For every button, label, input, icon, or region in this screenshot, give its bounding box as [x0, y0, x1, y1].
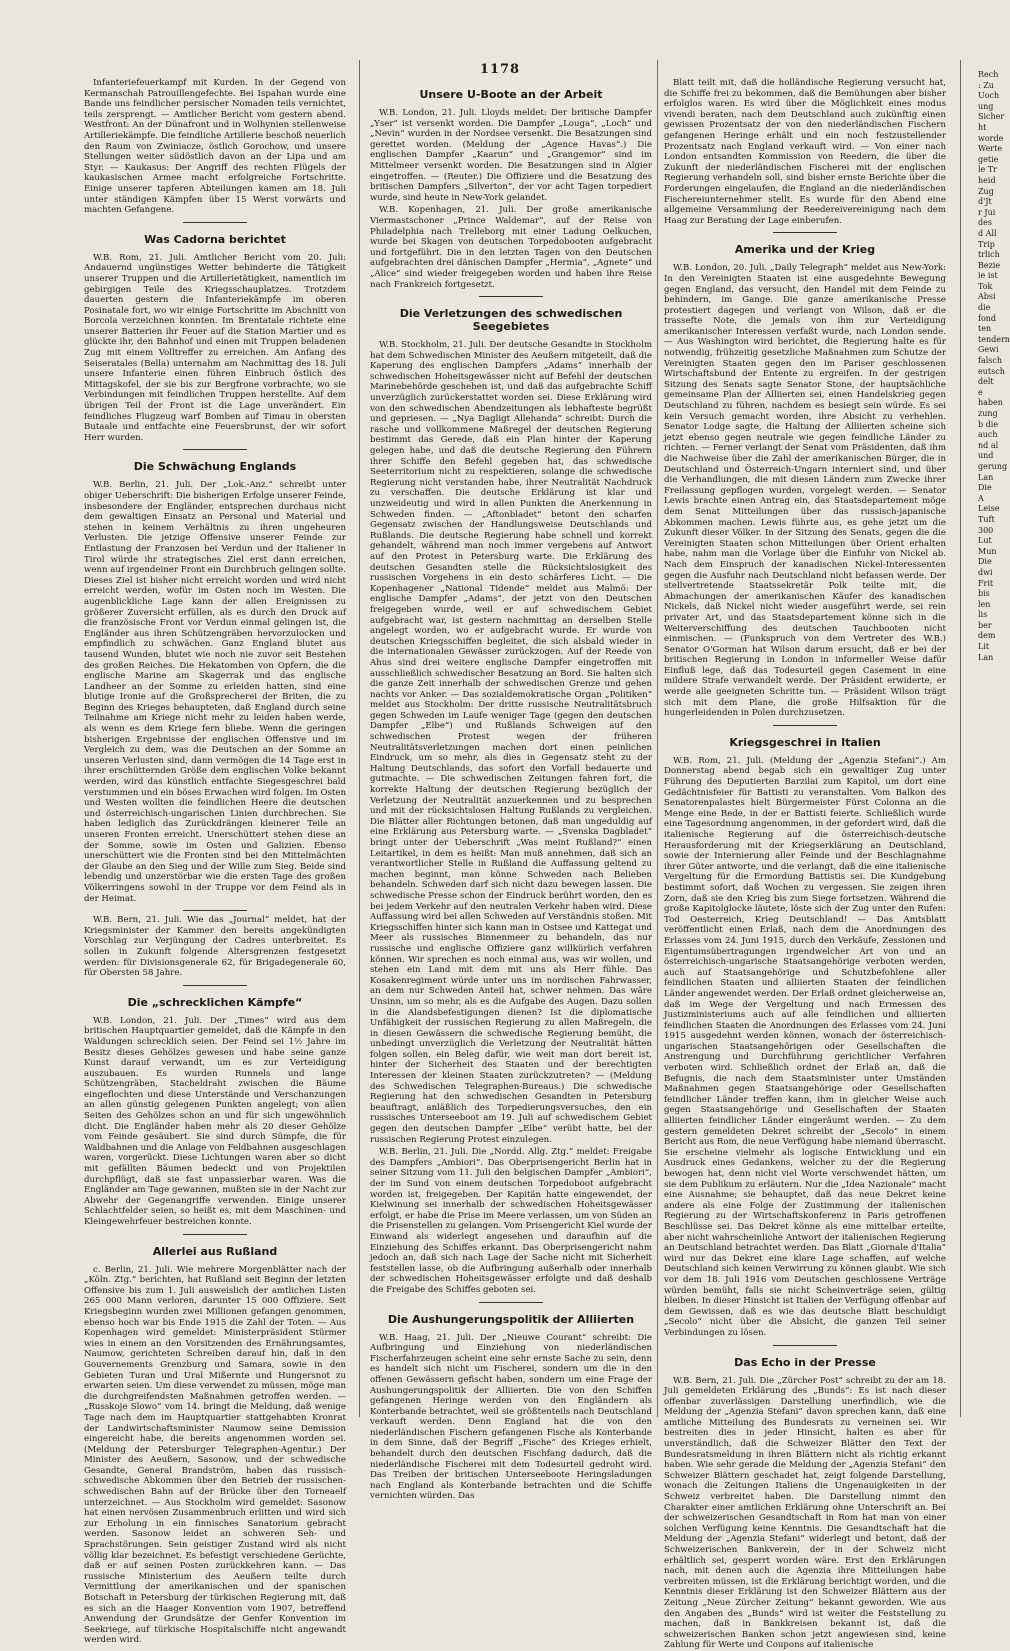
edge-fragment: auch [978, 430, 998, 440]
edge-fragment: A [978, 493, 984, 503]
article-heading: Unsere U-Boote an der Arbeit [419, 88, 603, 101]
edge-fragment: des [978, 218, 992, 228]
text-column-2 [370, 78, 652, 1502]
edge-fragment: Uoch [978, 91, 1000, 101]
article-heading: Was Cadorna berichtet [144, 232, 286, 246]
article-paragraph: W.B. Bern, 21. Juli. Die „Zürcher Post“ schreibt zu der am 18. Juli gemeldeten Erklärung des „Bunds“: Es ist nach dieser offenbar zuverlässigen Darstellung unerfindlich, wie die Meldung der „Agenzia Stefani“ davon sprechen kann, daß eine amtliche Mitteilung des Bundesrats zu verneinen sei. Wir bestreiten dies in jeder Hinsicht, halten es aber für unverständlich, daß die Schweizer Blätter den Text der Bundesratsmeldung in ihren Blättern nicht als richtig erkannt haben. Wie sehr gerade die Meldung der „Agenzia Stefani“ den Schweizer Blättern geschadet hat, zeigt folgende Darstellung, wonach die Zeitungen Italiens die Ungenauigkeiten in der Schweiz verbreitet haben. Die Darstellung nimmt den Charakter einer amtlichen Erklärung ohne Unterschrift an. Bei der schweizerischen Gesandtschaft in Rom hat man von einer solchen Verfügung keine Kenntnis. Die Gesandtschaft hat die Meldung der „Agenzia Stefani“ widerlegt und betont, daß der Schweizerischen Bankverein, der in der Schweiz nicht erhältlich sei, gesperrt worden wäre. Erst den Erklärungen nach, mit denen auch die Agenzia ihre Mitteilungen habe verbreiten müssen, ist die Erklärung berichtigt worden, und die Kenntnis dieser Erklärung ist den Schweizer Blättern aus der Zeitung „Neue Zürcher Zeitung“ bekannt geworden. Wie aus den Angaben des „Bunds“ wird ist weiter die Feststellung zu machen, daß in Bankkreisen bekannt ist, daß die schweizerischen Banken schon jetzt angewiesen sind, keine Zahlung für Werte und Coupons auf italienische [664, 1375, 946, 1651]
edge-fragment: die [978, 303, 991, 313]
article-divider [183, 985, 247, 986]
article-paragraph: W.B. Haag, 21. Juli. Der „Nieuwe Courant“ schreibt: Die Aufbringung und Einziehung von niederländischen Fischerfahrzeugen scheint eine sehr ernste Sache zu sein, denn es handelt sich nicht um Fischerei, sondern um die in den offenen Gewässern gefischt haben, sondern um eine Frage der Aushungerungspolitik der Alliierten. Die von den Schiffen gefangenen Heringe werden von den Engländern als Konterbande betrachtet, weil sie größtenteils nach Deutschland verkauft werden. Denn England hat die von den niederländischen Fischern gefangenen Fische als Konterbande in dem Sinne, daß der Begriff „Fische“ des Krieges erhielt, behandelt durch den deutschen Fischfang dadurch, daß die niederländische Fischerei mit dem Todesurteil gedroht wird. Das Treiben der britischen Unterseeboote Heringsladungen nach England als Konterbande betrachten und die Schiffe vernichten würden. Das [370, 1332, 652, 1502]
edge-fragment: ten [978, 324, 992, 334]
edge-fragment: 300 [978, 525, 994, 535]
article-divider [183, 449, 247, 450]
article-divider [479, 296, 543, 297]
article [664, 725, 946, 1339]
edge-fragment: getie [978, 154, 999, 164]
edge-fragment: dem [978, 631, 996, 641]
edge-fragment: Die [978, 483, 992, 493]
edge-fragment: gerung [978, 461, 1008, 471]
edge-fragment: tendern [978, 334, 1010, 344]
article-heading: Die „schrecklichen Kämpfe“ [127, 995, 303, 1009]
article [84, 1234, 346, 1646]
edge-fragment: r Jui [978, 207, 996, 217]
article-divider [183, 910, 247, 911]
edge-fragment: Absi [978, 292, 996, 302]
edge-fragment: lis [978, 610, 988, 620]
page-number: 1178 [479, 62, 521, 77]
article-heading: Die Verletzungen des schwedischen Seegebietes [399, 307, 623, 334]
article-divider [773, 1345, 837, 1346]
article [84, 449, 346, 904]
edge-fragment: Zug [978, 186, 994, 196]
article-paragraph: W.B. London, 21. Juli. Der „Times“ wird aus dem britischen Hauptquartier gemeldet, daß die Kämpfe in den Waldungen schrecklich seien. Der Feind sei 1½ Jahre im Besitz dieses Gehölzes gewesen und habe seine ganze Kunst darauf verwandt, um es zur Verteidigung auszubauen. Es wurden Runnels und lange Schützengräben, Stacheldraht zwischen die Bäume eingeflochten und diese Unterstände und Verschanzungen an allen günstig gelegenen Punkten angelegt; von allen Seiten des Gehölzes schon an und für sich ungewöhnlich dicht. Die Engländer haben mehr als 20 dieser Gehölze vom Feinde gesäubert. Sie sind durch Sümpfe, die für Waldbahnen und die Anlage von Feldbahnen ausgeschlagen waren, vorgerückt. Diese Lichtungen waren aber so dicht mit gefällten Bäumen bedeckt und von Projektilen durchpflügt, daß sie fast unpassierbar waren. Was die Engländer am Tage gewannen, mußten sie in der Nacht zur Abwehr der Gegenangriffe verwenden. Einige unserer Schlachtfelder seien, so heißt es, mit dem Maschinen- und Kleingewehrfeuer bestreichen konnte. [84, 1015, 346, 1227]
edge-fragment: Lit [978, 642, 990, 652]
article-paragraph: c. Berlin, 21. Juli. Wie mehrere Morgenblätter nach der „Köln. Ztg.“ berichten, hat Rußland seit Beginn der letzten Offensive bis zum 1. Juli ausweislich der amtlichen Listen 265 000 Mann verloren, darunter 15 000 Offiziere. Seit Kriegsbeginn wurden zwei Millionen gefangen genommen, ebenso hoch war bis Ende 1915 die Zahl der Toten. — Aus Kopenhagen wird gemeldet: Ministerpräsident Stürmer wies in einem an den Vorsitzenden des Ernährungsamtes, Naumow, gerichteten Schreiben darauf hin, daß in den Gouvernements Grenzburg und Samara, sowie in den Gebieten Turan und Ural Mißernte und Hungersnot zu erwarten seien. Um diese verwendet zu müssen, möge man die durchgreifendsten Maßnahmen getroffen werden. — „Russkoje Slowo“ vom 14. bringt die Meldung, daß wenige Tage nach dem im Hauptquartier stattgehabten Kronrat der Landwirtschaftsminister Naumow seine Demission eingereicht habe, die bereits angenommen worden sei. (Meldung der Petersburger Telegraphen-Agentur.) Der Minister des Aeußern, Sasonow, und der schwedische Gesandte, General Brandström, haben das russisch-schwedische Abkommen über den Betrieb der russischen-schwedischen Bahn auf der Brücke über den Torneaelf unterzeichnet. — Aus Stockholm wird gemeldet: Sasonow hat einen nervösen Zusammenbruch erlitten und wird sich zur Erholung in ein finnisches Sanatorium gebracht werden. Sasonow leidet an schweren Seh- und Sprachstörungen. Sein geistiger Zustand wird als nicht völlig klar bezeichnet. Es befestigt verschiedene Gerüchte, daß er auf seinen Posten zurückkehren kann. — Das russische Ministerium des Aeußern teilte durch Vermittlung der amerikanischen und der spanischen Botschaft in Petersburg der türkischen Regierung mit, daß es sich an die Haager Konvention vom 1907, betreffend Anwendung der Grundsätze der Genfer Konvention im Seekriege, auf türkische Hospitalschiffe nicht angewandt werden wird. [84, 1264, 346, 1646]
article-paragraph: W.B. Rom, 21. Juli. (Meldung der „Agenzia Stefani“.) Am Donnerstag abend begab sich ein gewaltiger Zug unter Führung des Deputierten Barzilai zum Kapitol, um dort eine Gedächtnisfeier für Battisti zu veranstalten. Vom Balkon des Senatorenpalastes hielt Bürgermeister Fürst Colonna an die Menge eine Rede, in der er Battisti feierte. Schließlich wurde eine Tagesordnung angenommen, in der gefordert wird, daß die italienische Regierung auf die österreichisch-deutsche Herausforderung mit der Kriegserklärung an Deutschland, sowie der Internierung aller Feinde und der Beschlagnahme ihrer Güter antworte, und die verlangt, daß die eine italienische Vergeltung für die Ermordung Battistis sei. Die Kundgebung bestimmt sofort, daß Wochen zu vergessen. Sie zeigen ihren Zorn, daß sie den Krieg bis zum Siege fortsetzen. Während die große Kapitolglocke läutete, löste sich der Zug unter den Rufen: Tod Oesterreich, Krieg Deutschland! — Das Amtsblatt veröffentlicht einen Erlaß, nach dem die Anordnungen des Erlasses vom 24. Juni 1915, durch den Verkäufe, Zessionen und Eigentumsübertragungen irgendwelcher Art von und an österreichisch-ungarische Staatsangehörige verboten werden, auch auf Staatsangehörige und Schutzbefohlene aller feindlichen Staaten und alliierten Staaten der feindlichen Länder angewendet werden. Der Erlaß ordnet gleicherweise an, daß im Wege der Vergeltung und nach Ermessen des Justizministeriums auch auf alle feindlichen und alliierten feindlichen Staaten die Anordnungen des Erlasses vom 24. Juni 1915 ausgedehnt werden können, wonach der österreichisch-ungarischen Staatsangehörigen oder Gesellschaften die Anstrengung und Durchführung gerichtlicher Verfahren verboten wird. Schließlich ordnet der Erlaß an, daß die Befugnis, die nach dem Staatsminister unter Umständen Maßnahmen gegen Staatsangehörige oder Gesellschaften feindlicher Länder treffen kann, ihm in gleicher Weise auch gegen Staatsangehörige und Gesellschaften der Staaten alliierten feindlicher Länder eingeräumt werden. — Zu dem gestern gemeldeten Dekret schreibt der „Secolo“ in einem Bericht aus Rom, die neue Verfügung habe niemand überrascht. Sie erscheine vielmehr als logische Entwicklung und ein Ausdruck eines Gedankens, welcher zu der die Regierung bewogen hat, denn nicht viel Worte verschwendet hätten, um sie dem Publikum zu erläutern. Nur die „Idea Nazionale“ macht eine Ausnahme; sie behauptet, daß das neue Dekret keine andere als eine Folge der Zustimmung der italienischen Regierung zu der Wirtschaftskonferenz in Paris getroffenen Beschlüsse sei. Das Dekret könne als eine mittelbar erteilte, aber nicht wahrscheinliche Antwort der italienischen Regierung an Deutschland betrachtet werden. Das Blatt „Giornale d'Italia“ wird nur das Dekret eine klare Lage schaffen, auf welche Deutschland sich keinen Verwirrung zu können glaubt. Wie sich vor dem 18. Juli 1916 vom Deutschen geschlossene Verträge würden bemüht, falls sie nicht Scheinverträge seien, gültig bleiben. In dieser Hinsicht ist Italien der Verfügung offenbar auf dem Gewissen, daß es wie das deutsche Blatt beschuldigt „Secolo“ nicht über die Absicht, die ganzen Teil seiner Verbindungen zu lösen. [664, 755, 946, 1338]
edge-fragment: Gewi [978, 345, 999, 355]
edge-fragment: ber [978, 620, 992, 630]
article-heading: Kriegsgeschrei in Italien [729, 735, 881, 749]
edge-fragment: worde [978, 133, 1004, 143]
article-divider [183, 222, 247, 223]
adjacent-page-edge [978, 70, 1010, 1415]
article-paragraph: W.B. Kopenhagen, 21. Juli. Der große amerikanische Viermastschoner „Prince Waldemar“, auf der Reise von Philadelphia nach Trelleborg mit einer Ladung Oelkuchen, wurde bei Skagen von deutschen Torpedobooten aufgebracht und fortgeführt. Die in den letzten Tagen von den Deutschen aufgebrachten drei dänischen Dampfer „Hermia“, „Agnete“ und „Alice“ sind wieder freigegeben worden und haben ihre Reise nach Frankreich fortgesetzt. [370, 205, 652, 290]
edge-fragment: len [978, 599, 991, 609]
article-paragraph: W.B. Bern, 21. Juli. Wie das „Journal“ meldet, hat der Kriegsminister der Kammer den bereits angekündigten Vorschlag zur Verjüngung der Cadres unterbreitet. Es sollen in Zukunft folgende Altersgrenzen festgesetzt werden: für Divisionsgenerale 62, für Brigadegenerale 60, für Obersten 58 Jahre. [84, 915, 346, 979]
edge-fragment: delt [978, 377, 994, 387]
article-paragraph: W.B. London, 20. Juli. „Daily Telegraph“ meldet aus New-York: In den Vereinigten Staaten ist eine ausgedehnte Bewegung gegen England, das versucht, den Handel mit dem Feinde zu behindern, im Gange. Die ganze amerikanische Presse protestiert dagegen und verlangt von Wilson, daß er die trassefte Note, die jemals von ihm zur Verteidigung amerikanischer Interessen verfaßt wurde, nach London sende. — Aus Washington wird berichtet, die Regierung halte es für notwendig, frühzeitig gesetzliche Maßnahmen zum Schutze der Vereinigten Staaten gegen den im Pariser geschlossenen Wirtschaftsbund der Entente zu ergreifen. In der gestrigen Sitzung des Senats sagte Senator Stone, der hauptsächliche gemeinsame Plan der Alliierten sei, einen Handelskrieg gegen Deutschland zu führen, nachdem es besiegt sein würde. Es sei kein Versuch gemacht worden, ihre Absicht zu verhehlen. Senator Lodge sagte, die Haltung der Alliierten scheine sich jetzt ebenso gegen neutrale wie gegen feindliche Länder zu richten. — Ferner verlangt der Senat vom Präsidenten, daß ihm die Nachweise über die Zahl der amerikanischen Bürger, die in Deutschland und Österreich-Ungarn interniert sind, und über die Verhandlungen, die mit diesen Ländern zum Zwecke ihrer Freilassung gepflogen wurden, vorgelegt werden. — Senator Lewis brachte einen Antrag ein, das Staatsdepartement möge dem Senat Mitteilungen über das russisch-japanische Abkommen machen. Lewis führte aus, es gehe jetzt um die Zukunft dieser Völker. In der Sitzung des Senats, gegen die die Vereinigten Staaten schon Mitteilungen über Orient erhalten habe, nahm man die Vorlage über die Einfuhr von Nickel ab. Nach dem Einspruch der kanadischen Nickel-Interessenten gegen die Ausfuhr nach Deutschland nicht befassen werde. Der stellvertretende Staatssekretär Polk teilte mit, die Abmachungen der amerikanischen Käufer des kanadischen Nickels, daß Nickel nicht wieder ausgeführt werde, sei rein privater Art, und das Staatsdepartement könne sich in die Weiterverschiffung des deutschen Tauchbooten nicht einmischen. — (Funkspruch von dem Vertreter des W.B.) Senator O'Gorman hat Wilson darum ersucht, daß er bei der britischen Regierung in London in informeller Weise dafür Einfluß lege, daß das Todesurteil gegen Casement in eine mildere Strafe verwandelt werde. Der Präsident erwiderte, er werde alle geeigneten Schritte tun. — Präsident Wilson trägt sich mit dem Plane, die große Hilfsaktion für die hungerleidenden in Polen durchzusetzen. [664, 263, 946, 719]
column-rule [657, 60, 658, 1417]
edge-fragment: : Zu [978, 80, 994, 90]
edge-fragment: Bezie [978, 260, 1001, 270]
edge-fragment: Mun [978, 546, 997, 556]
edge-fragment: b die [978, 419, 999, 429]
article-heading: Die Schwächung Englands [133, 460, 297, 474]
article [370, 88, 652, 290]
edge-fragment: Werte [978, 144, 1003, 154]
article [84, 910, 346, 979]
article-paragraph: W.B. Berlin, 21. Juli. Der „Lok.-Anz.“ schreibt unter obiger Ueberschrift: Die bisherigen Erfolge unserer Feinde, insbesondere der Engländer, entsprechen durchaus nicht dem gewaltigen Einsatz an Personal und Material und stehen in keinem Verhältnis zu ihren ungeheuren Verlusten. Die jetzige Offensive unserer Feinde zur Entlastung der Franzosen bei Verdun und der Italiener in Tirol würde ihr strategisches Ziel erst dann erreichen, wenn auf irgendeiner Front ein Durchbruch gelingen sollte. Dieses Ziel ist bisher nicht erreicht worden und wird nicht erreicht werden, wofür im Osten noch im Westen. Die augenblickliche Lage kann der allen Ereignissen zu größerer Zuversicht erfüllen, als es durch den Druck auf die französische Front vor Verdun einmal gelingen ist, die Engländer aus ihren Schützengräben hervorzulocken und empfindlich zu schwächen. Ganz England blutet aus tausend Wunden, blutet wie noch nie zuvor seit Bestehen des großen Reiches. Die Hekatomben von Opfern, die die englische Marine am Skagerrak und das englische Landheer an der Somme zu erleiden hatten, sind eine blutige Ironie auf die Großsprecherei der Briten, die zu Beginn des Krieges behaupteten, daß England durch seine Teilnahme am Kriege nicht mehr zu leiden haben werde, als wenn es dem Kriege fern bliebe. Wenn die geringen bisherigen Ergebnisse der englischen Offensive und im Vergleich zu dem, was die Deutschen an der Somme an unseren Verlusten sind, dann vermögen die 14 Tage erst in ihrer erschütternden Größe dem englischen Volke bekannt werden, wird das künstlich entfachte Siegesgeschrei bald verstummen und ein böses Erwachen wird folgen. Im Osten und Westen wollten die feindlichen Heere die deutschen und österreichisch-ungarischen Linien durchbrechen. Sie haben lediglich das Zurückdrängen kleinerer Teile an unseren Fronten erreicht. Unerschüttert stehen diese an der Somme, sowie im Osten und Galizien. Ebenso unerschüttert wie die Fronten sind bei den Mittelmächten der Glaube an den Sieg und der Wille zum Sieg. Beide sind lebendig und unzerstörbar wie die ersten Tage des großen Völkerringens sowohl in der Truppe vor dem Feind als in der Heimat. [84, 480, 346, 904]
edge-fragment: le Tr [978, 165, 997, 175]
column-rule [960, 60, 961, 1417]
edge-fragment: ie ist [978, 271, 998, 281]
article-divider [773, 232, 837, 233]
edge-fragment: fond [978, 313, 997, 323]
edge-fragment: ht [978, 122, 987, 132]
edge-fragment: Sicher [978, 112, 1005, 122]
column-rule [359, 60, 360, 1417]
article [370, 296, 652, 1295]
article [84, 78, 346, 216]
article-divider [479, 1302, 543, 1303]
edge-fragment: haben [978, 398, 1003, 408]
article-paragraph: W.B. Rom, 21. Juli. Amtlicher Bericht vom 20. Juli: Andauernd ungünstiges Wetter behinderte die Tätigkeit unserer Truppen und die Artillerietätigkeit, namentlich im gebirgigen Teile des Kriegsschauplatzes. Trotzdem dauerten gestern die Infanteriekämpfe im oberen Posinatale fort, wo wir einige Fortschritte im Abschnitt von Borcola verzeichnen konnten. Im Brentatale richtete eine unserer Batterien ihr Feuer auf die Station Martier und es glückte ihr, den Bahnhof und einen mit Truppen beladenen Zug mit einem Volltreffer zu erreichen. Am Anfang des Seiseratales (Bella) unternahm am Nachmittag des 18. Juli unsere Infanterie einen führen Einbruch östlich des Mittagskofel, der sie bis zur Bergfrone vorbrachte, wo sie Verbindungen mit feindlichen Truppen herstellte. Auf dem übrigen Teil der Front ist die Lage unverändert. Ein feindliches Flugzeug warf Bomben auf Timau in obersten Butaale und entfachte eine Feuersbrunst, der wir sofort Herr wurden. [84, 252, 346, 443]
edge-fragment: eutsch [978, 366, 1005, 376]
edge-fragment: d All [978, 228, 997, 238]
edge-fragment: Tok [978, 281, 993, 291]
edge-fragment: Leise [978, 504, 1000, 514]
edge-fragment: d'Jt [978, 197, 992, 207]
article-divider [773, 725, 837, 726]
article-paragraph: Blatt teilt mit, daß die holländische Regierung versucht hat, die Schiffe frei zu bekommen, daß die Bemühungen aber bisher erfolglos waren. Es wird über die Möglichkeit eines modus vivendi beraten, nach dem Deutschland auch zukünftig einen gewissen Prozentsatz der von den niederländischen Fischern gefangenen Heringe erhält und ein noch festzustellender Prozentsatz nach England verkauft wird. — Von einer nach London entsandten Kommission von Reedern, die über die Zukunft der niederländischen Fischerei mit der englischen Regierung verhandeln soll, sind bisher ernste Berichte über die Forderungen eingelaufen, die England an die niederländischen Fischereiunternehmer stellt. Es wurde für den Abend eine allgemeine Versammlung der Reedereivereinigung nach dem Haag zur Beratung der Lage einberufen. [664, 78, 946, 226]
edge-fragment: e [978, 387, 983, 397]
article-heading: Allerlei aus Rußland [152, 1244, 278, 1258]
edge-fragment: zung [978, 409, 998, 418]
article-divider [183, 1234, 247, 1235]
edge-fragment: heid [978, 175, 996, 185]
article [664, 1345, 946, 1651]
article [370, 1302, 652, 1503]
text-column-1 [84, 78, 346, 1646]
article-paragraph: W.B. Stockholm, 21. Juli. Der deutsche Gesandte in Stockholm hat dem Schwedischen Minister des Aeußern mitgeteilt, daß die Kaperung des englischen Dampfers „Adams“ innerhalb der schwedischen Hoheitsgewässer nicht auf Befehl der deutschen Marinebehörde geschehen ist, und daß das aufgebrachte Schiff unverzüglich zurückerstattet worden sei. Diese Erklärung wird von den schwedischen Abendzeitungen als lebhafteste begrüßt und gepriesen. — „Nya Dagligt Allehanda“ schreibt: Durch die rasche und vollkommene Maßregel der deutschen Regierung bestimmt das Gerede, daß ein Plan hinter der Kaperung gelegen habe, und daß die deutsche Regierung den Führern ihrer Schiffe den Befehl gegeben hat, das schwedische Seeterritorium nicht zu respektieren, solange die schwedische Regierung nicht verstanden habe, ihrer Neutralität Nachdruck zu verschaffen. Die deutsche Erklärung ist klar und unzweideutig und wird in allen Punkten die Anerkennung in Schweden finden. — „Aftonbladet“ betont den scharfen Gegensatz zwischen der Handlungsweise Deutschlands und Rußlands. Die deutsche Regierung habe schnell und korrekt gehandelt, während man noch immer vergebens auf Antwort auf den Protest in Petersburg warte. Die Erklärung des deutschen Gesandten stelle die Rücksichtslosigkeit des russischen Vorgehens in ein desto schärferes Licht. — Die Kopenhagener „National Tidende“ meldet aus Malmö: Der englische Dampfer „Adams“, der jetzt von den Deutschen freigegeben wurde, weil er auf schwedischem Gebiet aufgebracht war, ist gestern nachmittag an derselben Stelle angelegt worden, wo er aufgebracht wurde. Er wurde von deutschen Kriegsschiffen begleitet, die sich alsbald wieder in die internationalen Gewässer zurückzogen. Auf der Reede von Ahus sind drei weitere englische Dampfer eingetroffen mit ausschließlich schwedischer Besatzung an Bord. Sie halten sich die ganze Zeit innerhalb der schwedischen Grenze und gehen nachts vor Anker. — Das sozialdemokratische Organ „Politiken“ meldet aus Stockholm: Der dritte russische Neutralitätsbruch gegen Schweden im Laufe weniger Tage (gegen den deutschen Dampfer „Elbe“) und Rußlands Schweigen auf den schwedischen Protest wegen der früheren Neutralitätsverletzungen machen dort einen peinlichen Eindruck, um so mehr, als dies in Gegensatz steht zu der Haltung Deutschlands, das sofort den Vorfall bedauerte und gutmachte. — Die schwedischen Zeitungen fahren fort, die korrekte Haltung der deutschen Regierung bezüglich der Verletzung der Neutralität anzuerkennen und zu besprechen und mit der rücksichtslosen Haltung Rußlands zu vergleichen. Die Blätter aller Richtungen betonen, daß man ungeduldig auf eine Erklärung aus Petersburg warte. — „Svenska Dagbladet“ bringt unter der Ueberschrift „Was meint Rußland?“ einen Leitartikel, in dem es heißt: Man muß annehmen, daß sich an verantwortlicher Stelle in Rußland die Auffassung geltend zu machen beginnt, man könne Schweden nach Belieben behandeln. Schweden darf sich nicht dazu bewegen lassen. Die schwedische Presse schon der Eindruck berührt worden, den es bei jedem Verkehr auf den neutralen Verkehr haben wird. Diese Auffassung wird bei allen Schweden auf Verständnis stoßen. Mit Kriegsschiffen hinter sich kann man in Ostsee und Kattegat und Meer als russisches Binnenmeer zu behandeln, das nur russische und englische Offiziere ganz willkürlich verfahren können. Wir sprechen es noch einmal aus, was wir wollen, und stehen ein Land mit dem mit uns als Herr fühle. Das Kosakenregiment würde unter uns im nordischen Fahrwasser, an dem nur Schweden Anteil hat, schwer nehmen. Das wäre Unsinn, um so mehr, als es die Aufgabe des Augen. Dazu sollen in die Alandsbefestigungen dienen? Ist die diplomatische Unfähigkeit der russischen Regierung zu allen Maßregeln, die in diesen Gewässern die schwedische Regierung bemüht, die unbedingt unverzüglich die Verletzung der Neutralität hätten folgen sollen, ein Beleg dafür, wie weit man dort bereit ist, hinter der Sicherheit des Staaten und der berechtigten Interessen der kleinen Staaten zurückzutreten? — (Meldung des Schwedischen Telegraphen-Bureaus.) Die schwedische Regierung hat den schwedischen Gesandten in Petersburg beauftragt, anläßlich des Torpedierungsversuches, den ein russisches Unterseeboot am 19. Juli auf schwedischem Gebiet gegen den deutschen Dampfer „Elbe“ verübt hatte, bei der russischen Regierung Protest einzulegen. [370, 340, 652, 1145]
edge-fragment: und [978, 451, 994, 461]
article-paragraph: Infanteriefeuerkampf mit Kurden. In der Gegend von Kermanschah Patrouillengefechte. Bei Ispahan wurde eine Bande uns feindlicher persischer Nomaden teils vernichtet, teils zersprengt. — Amtlicher Bericht vom gestern abend. Westfront: An der Dünafront und in Wolhynien stellenweise Artilleriekämpfe. Die feindliche Artillerie beschoß neuerlich den Raum von Zwiniacze, östlich Gorochow, und unsere Stellungen weiter südöstlich davon an der Lipa und am Styr. — Kaukasus: Der Angriff des rechten Flügels der kaukasischen Armee macht erfolgreiche Fortschritte. Einige unserer tapferen Abteilungen kamen am 18. Juli unter ständigen Kämpfen über 15 Werst vorwärts und machten Gefangene. [84, 78, 346, 216]
edge-fragment: Trip [978, 239, 995, 249]
article-heading: Amerika und der Krieg [734, 243, 876, 257]
edge-fragment: falsch [978, 356, 1003, 366]
article-paragraph: W.B. Berlin, 21. Juli. Die „Nordd. Allg. Ztg.“ meldet: Freigabe des Dampfers „Ambiori“. Das Oberprisengericht Berlin hat in seiner Sitzung vom 11. Juli den belgischen Dampfer „Ambiori“, der im Sund von einem deutschen Torpedoboot aufgebracht worden ist, freigegeben. Der Kapitän hatte eingewendet, der Kielwinung sei innerhalb der schwedischen Hoheitsgewässer erfolgt, er habe die Prise im Meere verlassen, um von Süden an die Prisenstellen zu gelangen. Vom Prisengericht Kiel wurde der Einwand als widerlegt angesehen und daraufhin auf die Einziehung des Schiffes erkannt. Das Oberprisengericht nahm jedoch an, daß sich nach Lage der Sache nicht mit Sicherheit feststellen lasse, ob die Aufbringung außerhalb oder innerhalb der schwedischen Hoheitsgewässer erfolgte und daß deshalb die Freigabe des Schiffes geboten sei. [370, 1147, 652, 1295]
edge-fragment: dwi [978, 567, 993, 577]
article [664, 78, 946, 226]
edge-fragment: trlich [978, 250, 1000, 260]
edge-fragment: Tuft [978, 514, 995, 524]
edge-fragment: Rech [978, 70, 999, 79]
article [84, 985, 346, 1228]
article-heading: Die Aushungerungspolitik der Alliierten [387, 1312, 635, 1326]
edge-fragment: Frit [978, 578, 994, 588]
article-paragraph: W.B. London, 21. Juli. Lloyds meldet: Der britische Dampfer „Yser“ ist versenkt worden. Die Dampfer „Louga“, „Loch“ und „Nevin“ wurden in der Nordsee versenkt. Die Besatzungen sind gerettet worden. (Meldung der „Agence Havas“.) Die englischen Dampfer „Kaarun“ und „Grangemor“ sind im Mittelmeer versenkt worden. Die Besatzungen sind in Algier eingetroffen. — (Reuter.) Die Offiziere und die Besatzung des britischen Dampfers „Silverton“, der vor acht Tagen torpediert wurde, sind heute in New-York gelandet. [370, 108, 652, 203]
edge-fragment: Die [978, 557, 992, 567]
edge-fragment: Lan [978, 652, 994, 662]
article [664, 232, 946, 719]
edge-fragment: ung [978, 101, 994, 111]
edge-fragment: bis [978, 589, 990, 599]
article [84, 222, 346, 444]
text-column-3 [664, 78, 946, 1651]
edge-fragment: Lan [978, 472, 994, 482]
edge-fragment: Lut [978, 536, 992, 546]
article-heading: Das Echo in der Presse [734, 1355, 876, 1369]
edge-fragment: nd al [978, 440, 999, 450]
